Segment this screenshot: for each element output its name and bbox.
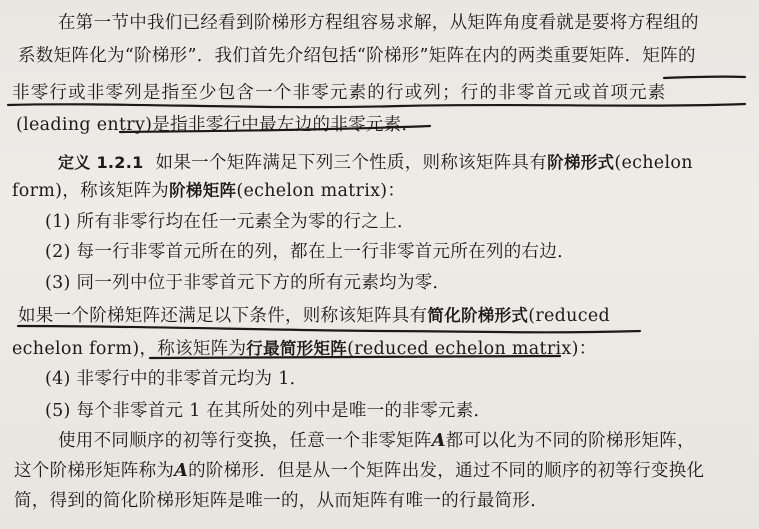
closing-line2 — [14, 460, 704, 482]
reduced-term-form: 简化阶梯形式 — [427, 306, 529, 325]
underline-line3 — [8, 104, 745, 107]
reduced-term-matrix: 行最简形矩阵 — [246, 339, 348, 358]
definition-english: (echelon — [614, 153, 693, 173]
closing-line1 — [58, 430, 695, 452]
definition-text: 如果一个矩阵满足下列三个性质，则称该矩阵具有 — [155, 153, 548, 173]
reduced-text-2: echelon form)，称该矩阵为 — [12, 339, 247, 359]
closing-text: 使用不同顺序的初等行变换，任意一个非零矩阵 — [58, 431, 432, 451]
closing-text-3: 这个阶梯形矩阵称为 — [14, 461, 175, 481]
reduced-english-2: (reduced echelon matrix)： — [347, 339, 597, 359]
closing-line3: 简，得到的简化阶梯形矩阵是唯一的，从而矩阵有唯一的行最简形． — [14, 491, 548, 511]
para1-line4: (leading entry)是指非零行中最左边的非零元素． — [16, 115, 420, 135]
definition-english-2: (echelon matrix)： — [236, 181, 406, 201]
reduced-text: 如果一个阶梯矩阵还满足以下条件，则称该矩阵具有 — [18, 306, 428, 326]
para1-line2: 系数矩阵化为“阶梯形”．我们首先介绍包括“阶梯形”矩阵在内的两类重要矩阵．矩阵的 — [18, 46, 696, 66]
definition-text-2: form)，称该矩阵为 — [12, 181, 170, 201]
para1-line3: 非零行或非零列是指至少包含一个非零元素的行或列；行的非零首元或首项元素 — [12, 83, 667, 103]
para1-line1: 在第一节中我们已经看到阶梯形方程组容易求解，从矩阵角度看就是要将方程组的 — [58, 13, 699, 33]
reduced-english: (reduced — [528, 306, 611, 326]
underline-matrix-def — [664, 77, 745, 78]
closing-text-4: 的阶梯形．但是从一个矩阵出发，通过不同的顺序的初等行变换化 — [188, 461, 705, 481]
closing-text-2: 都可以化为不同的阶梯形矩阵， — [445, 431, 695, 451]
closing-var-a-2: A — [174, 461, 189, 481]
condition-3: (3) 同一列中位于非零首元下方的所有元素均为零． — [45, 273, 451, 293]
definition-line2 — [12, 180, 405, 202]
definition-term-echelon-form: 阶梯形式 — [547, 153, 615, 172]
condition-4: (4) 非零行中的非零首元均为 1． — [45, 369, 308, 389]
closing-var-a: A — [431, 431, 446, 451]
condition-2: (2) 每一行非零首元所在的列，都在上一行非零首元所在列的右边． — [45, 242, 575, 262]
reduced-line1 — [18, 305, 610, 327]
reduced-line2 — [12, 338, 597, 360]
definition-line1 — [58, 152, 693, 174]
definition-term-echelon-matrix: 阶梯矩阵 — [169, 181, 237, 200]
condition-5: (5) 每个非零首元 1 在其所处的列中是唯一的非零元素． — [45, 401, 492, 421]
definition-label: 定义 1.2.1 — [58, 153, 144, 172]
condition-1: (1) 所有非零行均在任一元素全为零的行之上． — [45, 212, 415, 232]
